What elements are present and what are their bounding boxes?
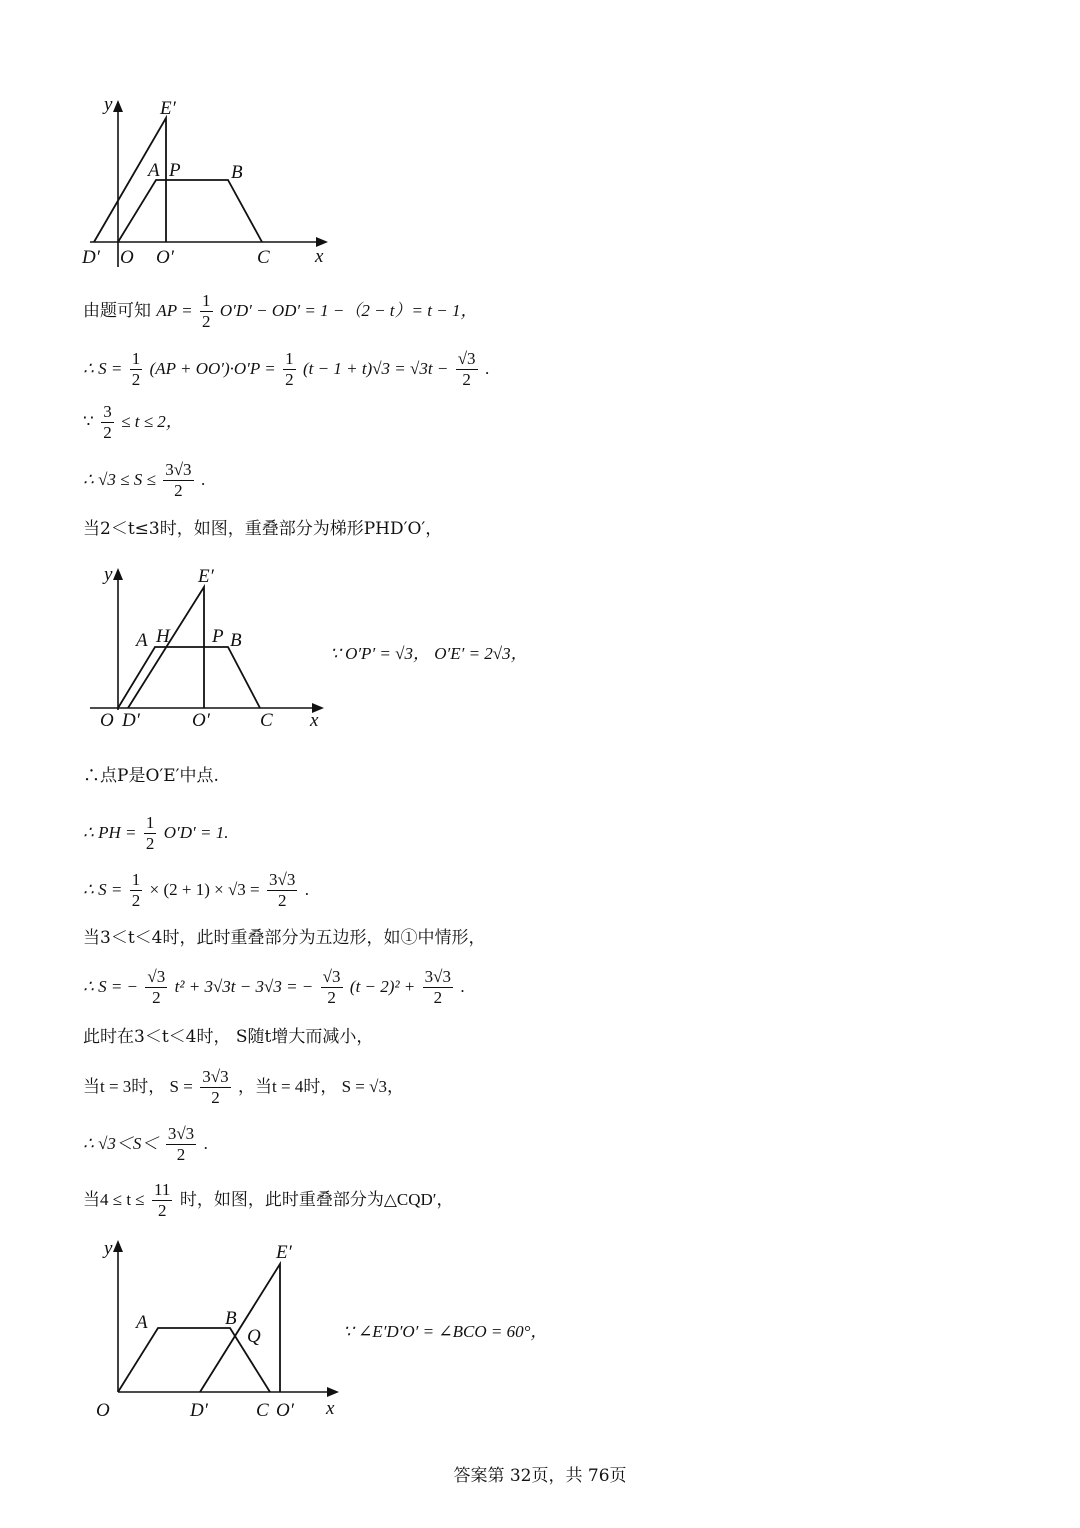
equation-s-trapezoid bbox=[83, 349, 489, 390]
denominator: 2 bbox=[462, 370, 471, 389]
math-lead: ∴ PH = bbox=[83, 823, 137, 842]
fraction-1 bbox=[145, 967, 167, 1008]
math-lead: ∴ S = − bbox=[83, 977, 139, 996]
numerator: 3√3 bbox=[202, 1067, 229, 1086]
numerator: 3√3 bbox=[424, 967, 452, 986]
math-middle: t² + 3√3t − 3√3 = − bbox=[174, 977, 314, 996]
label-o-prime: O′ bbox=[192, 710, 210, 731]
label-o: O bbox=[96, 1400, 110, 1421]
label-y: y bbox=[104, 564, 113, 585]
page-footer: 答案第 32页，共 76页 bbox=[453, 1466, 627, 1486]
math-rest: ，当t = 4时， S = √3， bbox=[238, 1077, 404, 1096]
math-end: . bbox=[484, 359, 490, 378]
label-x: x bbox=[315, 246, 324, 267]
numerator: 1 bbox=[145, 813, 155, 832]
numerator: √3 bbox=[322, 967, 341, 986]
math-lhs: AP = bbox=[156, 301, 193, 320]
inequality-t bbox=[83, 402, 183, 443]
math-middle: (AP + OO′)·O′P = bbox=[149, 359, 276, 378]
fraction-1 bbox=[130, 870, 143, 911]
numerator: 1 bbox=[131, 349, 141, 368]
math-end: . bbox=[460, 977, 465, 996]
math-middle-2: (t − 1 + t)√3 = √3t − bbox=[303, 359, 449, 378]
label-o-prime: O′ bbox=[276, 1400, 294, 1421]
inequality-s bbox=[83, 460, 205, 501]
denominator: 2 bbox=[176, 1145, 186, 1164]
numerator: 11 bbox=[154, 1180, 171, 1199]
denominator: 2 bbox=[157, 1201, 167, 1220]
numerator: 3√3 bbox=[165, 460, 192, 479]
angle-equality: ∵ ∠E′D′O′ = ∠BCO = 60°， bbox=[343, 1322, 548, 1341]
math-end: . bbox=[203, 1134, 208, 1153]
math-middle-2: (t − 2)² + bbox=[349, 977, 416, 996]
fraction-2 bbox=[321, 967, 343, 1008]
denominator: 2 bbox=[131, 370, 141, 389]
label-x: x bbox=[326, 1398, 335, 1419]
fraction bbox=[152, 1180, 172, 1221]
numerator: 3 bbox=[103, 402, 112, 421]
case-4-11-2 bbox=[83, 1180, 454, 1221]
fraction bbox=[200, 1067, 230, 1108]
math-lead: 当t = 3时， S = bbox=[83, 1077, 193, 1096]
equation-ph bbox=[83, 813, 228, 854]
math-lead: ∴ S = bbox=[83, 359, 123, 378]
label-e-prime: E′ bbox=[160, 98, 176, 119]
math-end: . bbox=[304, 880, 310, 899]
numerator: 3√3 bbox=[269, 870, 296, 889]
fraction bbox=[144, 813, 157, 854]
denominator: 2 bbox=[285, 370, 294, 389]
math-end: . bbox=[200, 470, 206, 489]
math-rhs: O′D′ − OD′ = 1 −（2 − t）= t − 1， bbox=[219, 301, 478, 320]
denominator: 2 bbox=[327, 988, 336, 1007]
endpoint-values bbox=[83, 1067, 404, 1108]
label-c: C bbox=[256, 1400, 269, 1421]
midpoint-statement: ∴点P是O′E′中点. bbox=[83, 766, 219, 786]
label-a: A bbox=[148, 160, 160, 181]
label-y: y bbox=[104, 94, 113, 115]
math-lead: ∴ √3 ≤ S ≤ bbox=[83, 470, 156, 489]
label-p: P bbox=[169, 160, 181, 181]
condition-o-p-o-e: ∵ O′P′ = √3， O′E′ = 2√3， bbox=[330, 644, 528, 663]
case-2-3: 当2＜t≤3时，如图，重叠部分为梯形PHD′O′， bbox=[83, 519, 443, 539]
figure-2 bbox=[80, 560, 340, 740]
fraction bbox=[200, 291, 213, 332]
math-middle: × (2 + 1) × √3 = bbox=[149, 880, 260, 899]
math-lead: ∴ S = bbox=[83, 880, 123, 899]
denominator: 2 bbox=[145, 834, 155, 853]
denominator: 2 bbox=[131, 891, 141, 910]
label-b: B bbox=[230, 630, 242, 651]
equation-s-value bbox=[83, 870, 309, 911]
equation-s-pentagon bbox=[83, 967, 465, 1008]
label-d-prime: D′ bbox=[122, 710, 140, 731]
math-rest: ≤ t ≤ 2， bbox=[121, 412, 183, 431]
denominator: 2 bbox=[152, 988, 161, 1007]
fraction-3 bbox=[456, 349, 478, 390]
label-b: B bbox=[225, 1308, 237, 1329]
label-h: H bbox=[156, 626, 170, 647]
denominator: 2 bbox=[202, 312, 211, 331]
text-prefix: 由题可知 bbox=[83, 301, 151, 321]
fraction-2 bbox=[267, 870, 297, 911]
math-rest: 时，如图，此时重叠部分为△CQD′， bbox=[179, 1190, 454, 1209]
label-b: B bbox=[231, 162, 243, 183]
label-d-prime: D′ bbox=[82, 247, 100, 268]
label-x: x bbox=[310, 710, 319, 731]
label-p: P bbox=[212, 626, 224, 647]
numerator: 1 bbox=[131, 870, 141, 889]
label-d-prime: D′ bbox=[190, 1400, 208, 1421]
figure-3 bbox=[80, 1232, 350, 1422]
label-q: Q bbox=[247, 1326, 261, 1347]
label-o-prime: O′ bbox=[156, 247, 174, 268]
range-s bbox=[83, 1124, 208, 1165]
fraction-1 bbox=[130, 349, 143, 390]
fraction bbox=[101, 402, 114, 443]
label-c: C bbox=[260, 710, 273, 731]
case-3-4: 当3＜t＜4时，此时重叠部分为五边形，如①中情形， bbox=[83, 928, 486, 948]
numerator: √3 bbox=[457, 349, 476, 368]
numerator: √3 bbox=[147, 967, 166, 986]
numerator: 3√3 bbox=[167, 1124, 195, 1143]
fraction-2 bbox=[283, 349, 296, 390]
math-lead: ∵ bbox=[83, 412, 94, 431]
denominator: 2 bbox=[174, 481, 183, 500]
denominator: 2 bbox=[277, 891, 287, 910]
label-e-prime: E′ bbox=[276, 1242, 292, 1263]
label-o: O bbox=[120, 247, 134, 268]
math-lead: 当4 ≤ t ≤ bbox=[83, 1190, 145, 1209]
label-y: y bbox=[104, 1238, 113, 1259]
label-e-prime: E′ bbox=[198, 566, 214, 587]
numerator: 1 bbox=[285, 349, 294, 368]
denominator: 2 bbox=[211, 1088, 220, 1107]
math-lead: ∴ √3＜S＜ bbox=[83, 1134, 159, 1153]
equation-ap bbox=[83, 291, 477, 332]
label-c: C bbox=[257, 247, 270, 268]
fraction-3 bbox=[423, 967, 453, 1008]
math-rest: O′D′ = 1. bbox=[163, 823, 229, 842]
label-o: O bbox=[100, 710, 114, 731]
figure-1 bbox=[80, 92, 340, 272]
fraction bbox=[163, 460, 193, 501]
denominator: 2 bbox=[433, 988, 443, 1007]
denominator: 2 bbox=[103, 423, 112, 442]
numerator: 1 bbox=[202, 291, 211, 310]
label-a: A bbox=[136, 1312, 148, 1333]
label-a: A bbox=[136, 630, 148, 651]
fraction bbox=[166, 1124, 196, 1165]
decreasing-statement: 此时在3＜t＜4时， S随t增大而减小， bbox=[83, 1027, 374, 1047]
